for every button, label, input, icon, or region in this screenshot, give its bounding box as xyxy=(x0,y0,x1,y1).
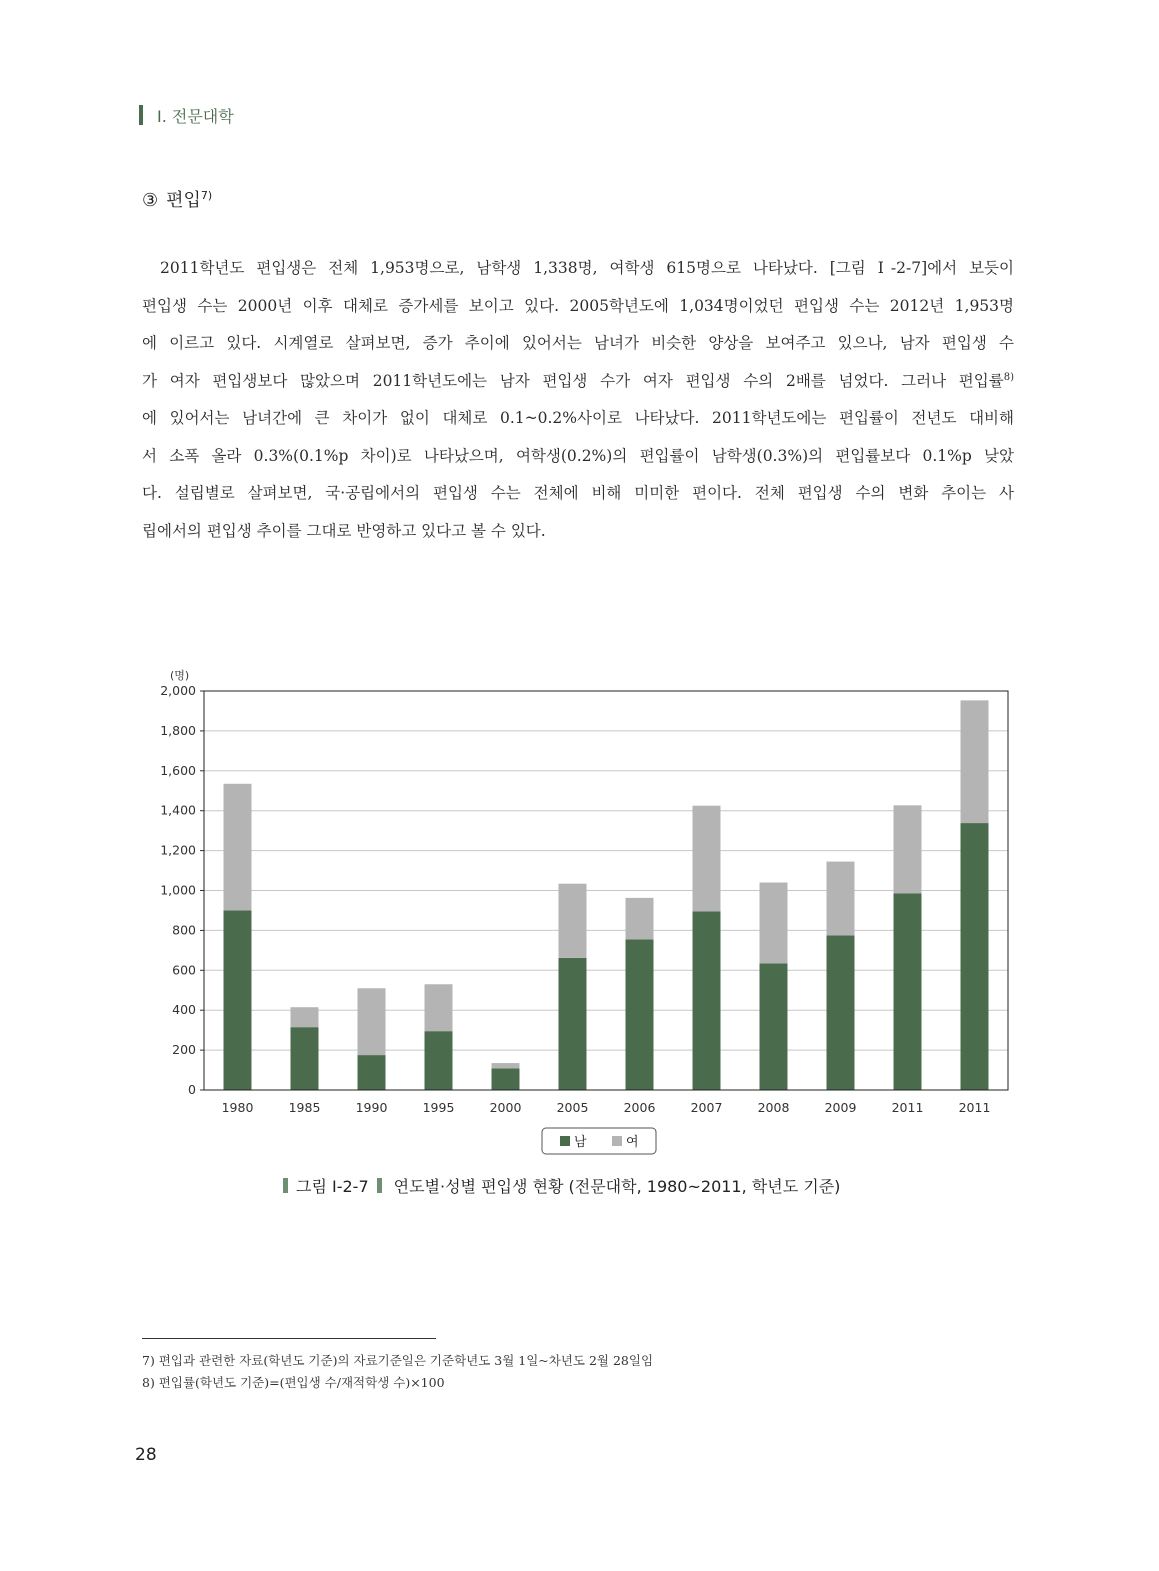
bar-segment xyxy=(358,1055,386,1090)
figure-title: 연도별·성별 편입생 현황 (전문대학, 1980~2011, 학년도 기준) xyxy=(393,1177,841,1196)
section-number: ③ xyxy=(142,190,159,211)
bar-segment xyxy=(492,1068,520,1090)
bar-segment xyxy=(760,963,788,1090)
y-unit-label: (명) xyxy=(170,669,190,682)
bar-segment xyxy=(760,883,788,964)
paragraph-line xyxy=(142,400,1014,438)
bar-segment xyxy=(961,700,989,823)
footnotes xyxy=(142,1350,653,1394)
legend-label: 여 xyxy=(626,1135,639,1150)
x-tick-label: 2006 xyxy=(623,1100,656,1115)
y-tick-label: 1,600 xyxy=(160,762,196,778)
bar-segment xyxy=(425,1031,453,1090)
caption-marker xyxy=(283,1178,288,1193)
section-heading xyxy=(142,186,212,212)
y-tick-label: 0 xyxy=(188,1082,196,1097)
bar-segment xyxy=(559,884,587,958)
paragraph-line xyxy=(142,475,1014,513)
paragraph-line xyxy=(142,250,1014,288)
header-bar xyxy=(139,105,143,125)
x-tick-label: 2009 xyxy=(824,1100,857,1115)
legend-swatch xyxy=(560,1136,570,1146)
paragraph-line xyxy=(142,325,1014,363)
bar-segment xyxy=(224,784,252,911)
bar-segment xyxy=(827,935,855,1090)
y-tick-label: 200 xyxy=(172,1042,196,1058)
bar-segment xyxy=(425,984,453,1031)
figure-caption xyxy=(283,1174,840,1197)
paragraph-line-text: 다. 설립별로 살펴보면, 국·공립에서의 편입생 수는 전체에 비해 미미한 편이다. 전체 편입생 수의 변화 추이는 사 xyxy=(142,484,1014,502)
paragraph-line-text: 가 여자 편입생보다 많았으며 2011학년도에는 남자 편입생 수가 여자 편입생 수의 2배를 넘었다. 그러나 편입률 xyxy=(142,371,1004,390)
bar-segment xyxy=(224,910,252,1090)
bar-segment xyxy=(693,911,721,1090)
bar-segment xyxy=(358,988,386,1055)
x-tick-label: 2008 xyxy=(757,1100,790,1115)
paragraph-line xyxy=(142,363,1014,401)
y-tick-label: 800 xyxy=(172,922,196,938)
paragraph-line xyxy=(142,288,1014,326)
x-tick-label: 1980 xyxy=(221,1100,254,1115)
bar-chart xyxy=(150,658,1030,1168)
x-tick-label: 2007 xyxy=(690,1100,723,1115)
chapter-title: Ⅰ. 전문대학 xyxy=(157,106,234,126)
footnote-ref: 7) xyxy=(200,189,213,202)
y-tick-label: 1,800 xyxy=(160,722,196,738)
y-tick-label: 400 xyxy=(172,1002,196,1018)
x-tick-label: 2000 xyxy=(489,1100,522,1115)
bar-segment xyxy=(961,823,989,1090)
page-number: 28 xyxy=(135,1445,157,1465)
y-tick-label: 600 xyxy=(172,962,196,978)
body-paragraph xyxy=(142,250,1014,550)
bar-segment xyxy=(492,1063,520,1068)
running-header xyxy=(139,104,234,126)
paragraph-line-text: 편입생 수는 2000년 이후 대체로 증가세를 보이고 있다. 2005학년도에 1,034명이었던 편입생 수는 2012년 1,953명 xyxy=(142,296,1014,315)
paragraph-line-text: 립에서의 편입생 추이를 그대로 반영하고 있다고 볼 수 있다. xyxy=(142,521,546,540)
legend-box xyxy=(542,1128,656,1154)
bar-segment xyxy=(559,958,587,1090)
bar-segment xyxy=(291,1007,319,1027)
bar-segment xyxy=(827,862,855,936)
paragraph-line xyxy=(142,513,1014,551)
y-tick-label: 1,400 xyxy=(160,802,196,818)
paragraph-line xyxy=(142,438,1014,476)
paragraph-line-text: 2011학년도 편입생은 전체 1,953명으로, 남학생 1,338명, 여학생 615명으로 나타났다. [그림 Ⅰ-2-7]에서 보듯이 xyxy=(160,259,1014,277)
footnote-7: 7) 편입과 관련한 자료(학년도 기준)의 자료기준일은 기준학년도 3월 1일~차년도 2월 28일임 xyxy=(142,1353,654,1368)
bar-segment xyxy=(693,806,721,912)
bar-segment xyxy=(626,939,654,1090)
x-tick-label: 2011 xyxy=(958,1100,991,1115)
y-tick-label: 2,000 xyxy=(160,683,196,698)
x-tick-label: 1995 xyxy=(422,1100,455,1115)
x-tick-label: 1990 xyxy=(355,1100,388,1115)
section-title: 편입 xyxy=(166,190,201,211)
caption-marker xyxy=(377,1178,382,1193)
x-tick-label: 1985 xyxy=(288,1100,321,1115)
x-tick-label: 2011 xyxy=(891,1100,924,1115)
paragraph-line-text: 에 있어서는 남녀간에 큰 차이가 없이 대체로 0.1~0.2%사이로 나타났다. 2011학년도에는 편입률이 전년도 대비해 xyxy=(142,409,1014,427)
y-tick-label: 1,000 xyxy=(160,882,196,898)
bar-segment xyxy=(894,805,922,893)
paragraph-line-text: 에 이르고 있다. 시계열로 살펴보면, 증가 추이에 있어서는 남녀가 비슷한 양상을 보여주고 있으나, 남자 편입생 수 xyxy=(142,334,1014,352)
footnote-ref: 8) xyxy=(1003,371,1014,383)
footnote-rule xyxy=(142,1338,436,1339)
bar-segment xyxy=(894,893,922,1090)
footnote-8: 8) 편입률(학년도 기준)=(편입생 수/재적학생 수)×100 xyxy=(142,1375,445,1390)
legend-swatch xyxy=(612,1136,622,1146)
bar-segment xyxy=(626,898,654,939)
x-tick-label: 2005 xyxy=(556,1100,589,1115)
legend-label: 남 xyxy=(574,1135,587,1150)
figure-label: 그림 Ⅰ-2-7 xyxy=(296,1177,369,1196)
bar-segment xyxy=(291,1027,319,1090)
y-tick-label: 1,200 xyxy=(160,842,196,858)
paragraph-line-text: 서 소폭 올라 0.3%(0.1%p 차이)로 나타났으며, 여학생(0.2%)의 편입률이 남학생(0.3%)의 편입률보다 0.1%p 낮았 xyxy=(142,446,1014,465)
